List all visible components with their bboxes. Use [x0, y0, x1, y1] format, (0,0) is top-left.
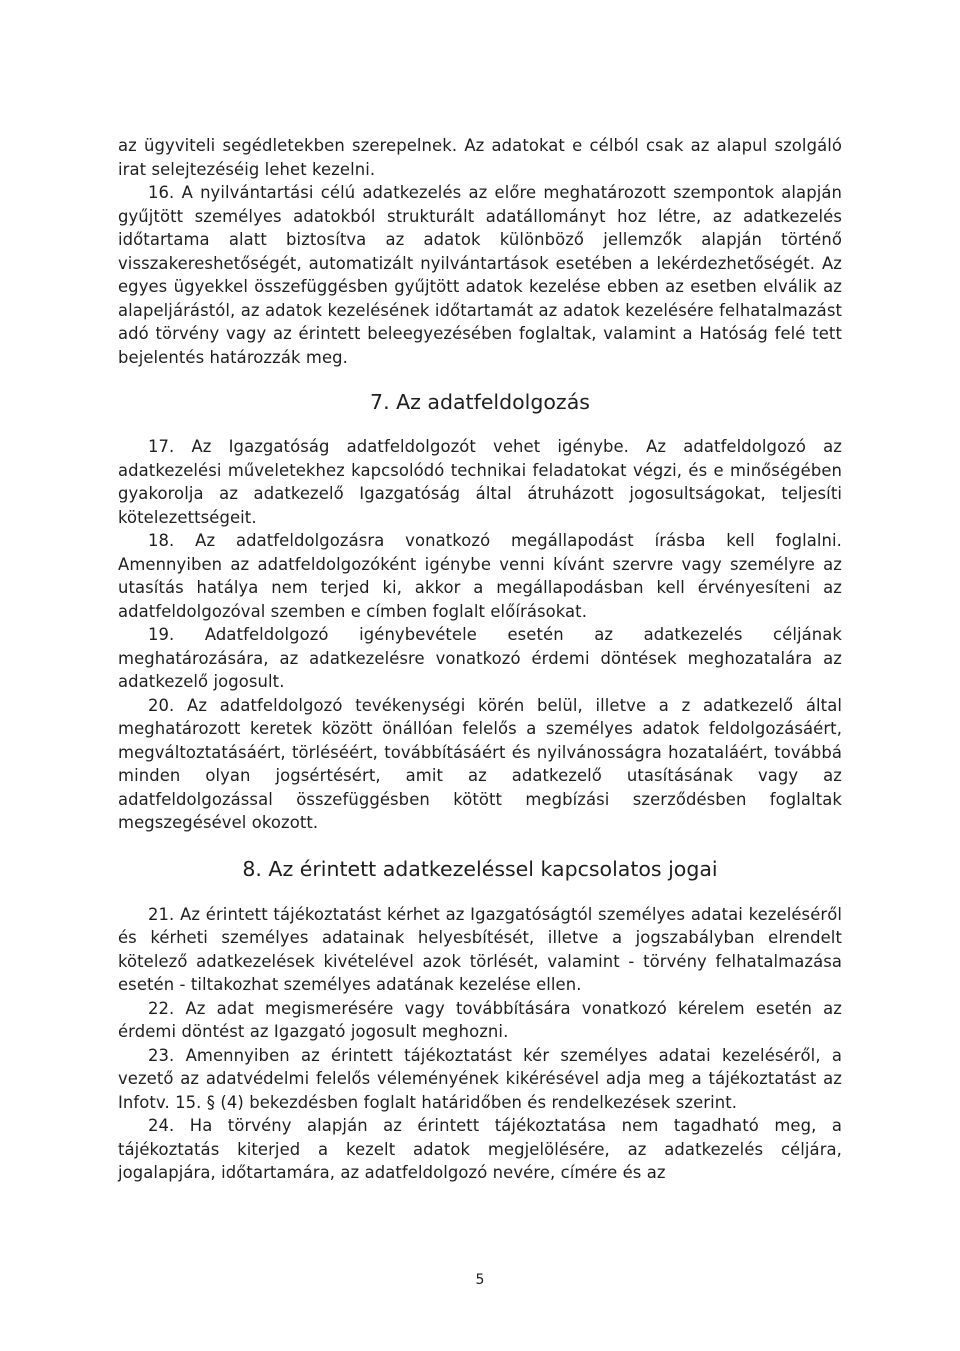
section-heading-7: 7. Az adatfeldolgozás: [370, 390, 590, 414]
paragraph-21: 21. Az érintett tájékoztatást kérhet az Igazgatóságtól személyes adatai kezeléséről és kérheti személyes adatainak helyesbítését, illetve a jogszabályban elrendelt kötelező adatkezelések kivételével azok törlését, valamint - törvény felhatalmazása esetén - tiltakozhat személyes adatának kezelése ellen.: [118, 904, 842, 994]
paragraph-20: 20. Az adatfeldolgozó tevékenységi körén belül, illetve a z adatkezelő által meghatározott keretek között önállóan felelős a személyes adatok feldolgozásáért, megváltoztatásáért, törléséért, továbbításáért és nyilvánosságra hozataláért, továbbá minden olyan jogsértésért, amit az adatkezelő utasításának vagy az adatfeldolgozással összefüggésben kötött megbízási szerződésben foglaltak megszegésével okozott.: [118, 695, 842, 832]
paragraph-24: 24. Ha törvény alapján az érintett tájékoztatása nem tagadható meg, a tájékoztatás kiterjed a kezelt adatok megjelölésére, az adatkezelés céljára, jogalapjára, időtartamára, az adatfeldolgozó nevére, címére és az: [118, 1116, 842, 1182]
paragraph-18: 18. Az adatfeldolgozásra vonatkozó megállapodást írásba kell foglalni. Amennyiben az adatfeldolgozóként igénybe venni kívánt szervre vagy személyre az utasítás hatálya nem terjed ki, akkor a megállapodásban kell érvényesíteni az adatfeldolgozóval szemben e címben foglalt előírásokat.: [118, 531, 842, 621]
paragraph-continuation: az ügyviteli segédletekben szerepelnek. Az adatokat e célból csak az alapul szolgáló irat selejtezéséig lehet kezelni.: [118, 136, 842, 179]
section-heading-8: 8. Az érintett adatkezeléssel kapcsolatos jogai: [242, 856, 718, 881]
paragraph-17: 17. Az Igazgatóság adatfeldolgozót vehet igénybe. Az adatfeldolgozó az adatkezelési műveletekhez kapcsolódó technikai feladatokat végzi, és e minőségében gyakorolja az adatkezelő Igazgatóság által átruházott jogosultságokat, teljesíti kötelezettségeit.: [118, 437, 842, 527]
paragraph-22: 22. Az adat megismerésére vagy továbbítására vonatkozó kérelem esetén az érdemi döntést az Igazgató jogosult meghozni.: [118, 998, 842, 1041]
paragraph-23: 23. Amennyiben az érintett tájékoztatást kér személyes adatai kezeléséről, a vezető az adatvédelmi felelős véleményének kikérésével adja meg a tájékoztatást az Infotv. 15. § (4) bekezdésben foglalt határidőben és rendelkezések szerint.: [118, 1045, 842, 1112]
paragraph-16: 16. A nyilvántartási célú adatkezelés az előre meghatározott szempontok alapján gyűjtött személyes adatokból strukturált adatállományt hoz létre, az adatkezelés időtartama alatt biztosítva az adatok különböző jellemzők alapján történő visszakereshetőségét, automatizált nyilvántartások esetében a lekérdezhetőségét. Az egyes ügyekkel összefüggésben gyűjtött adatok kezelése ebben az esetben elválik az alapeljárástól, az adatok kezelésének időtartamát az adatok kezelésére felhatalmazást adó törvény vagy az érintett beleegyezésében foglaltak, valamint a Hatóság felé tett bejelentés határozzák meg.: [118, 183, 842, 367]
document-page: [118, 134, 842, 1185]
page-number: 5: [475, 1272, 485, 1288]
paragraph-19: 19. Adatfeldolgozó igénybevétele esetén az adatkezelés céljának meghatározására, az adatkezelésre vonatkozó érdemi döntések meghozatalára az adatkezelő jogosult.: [118, 625, 842, 691]
